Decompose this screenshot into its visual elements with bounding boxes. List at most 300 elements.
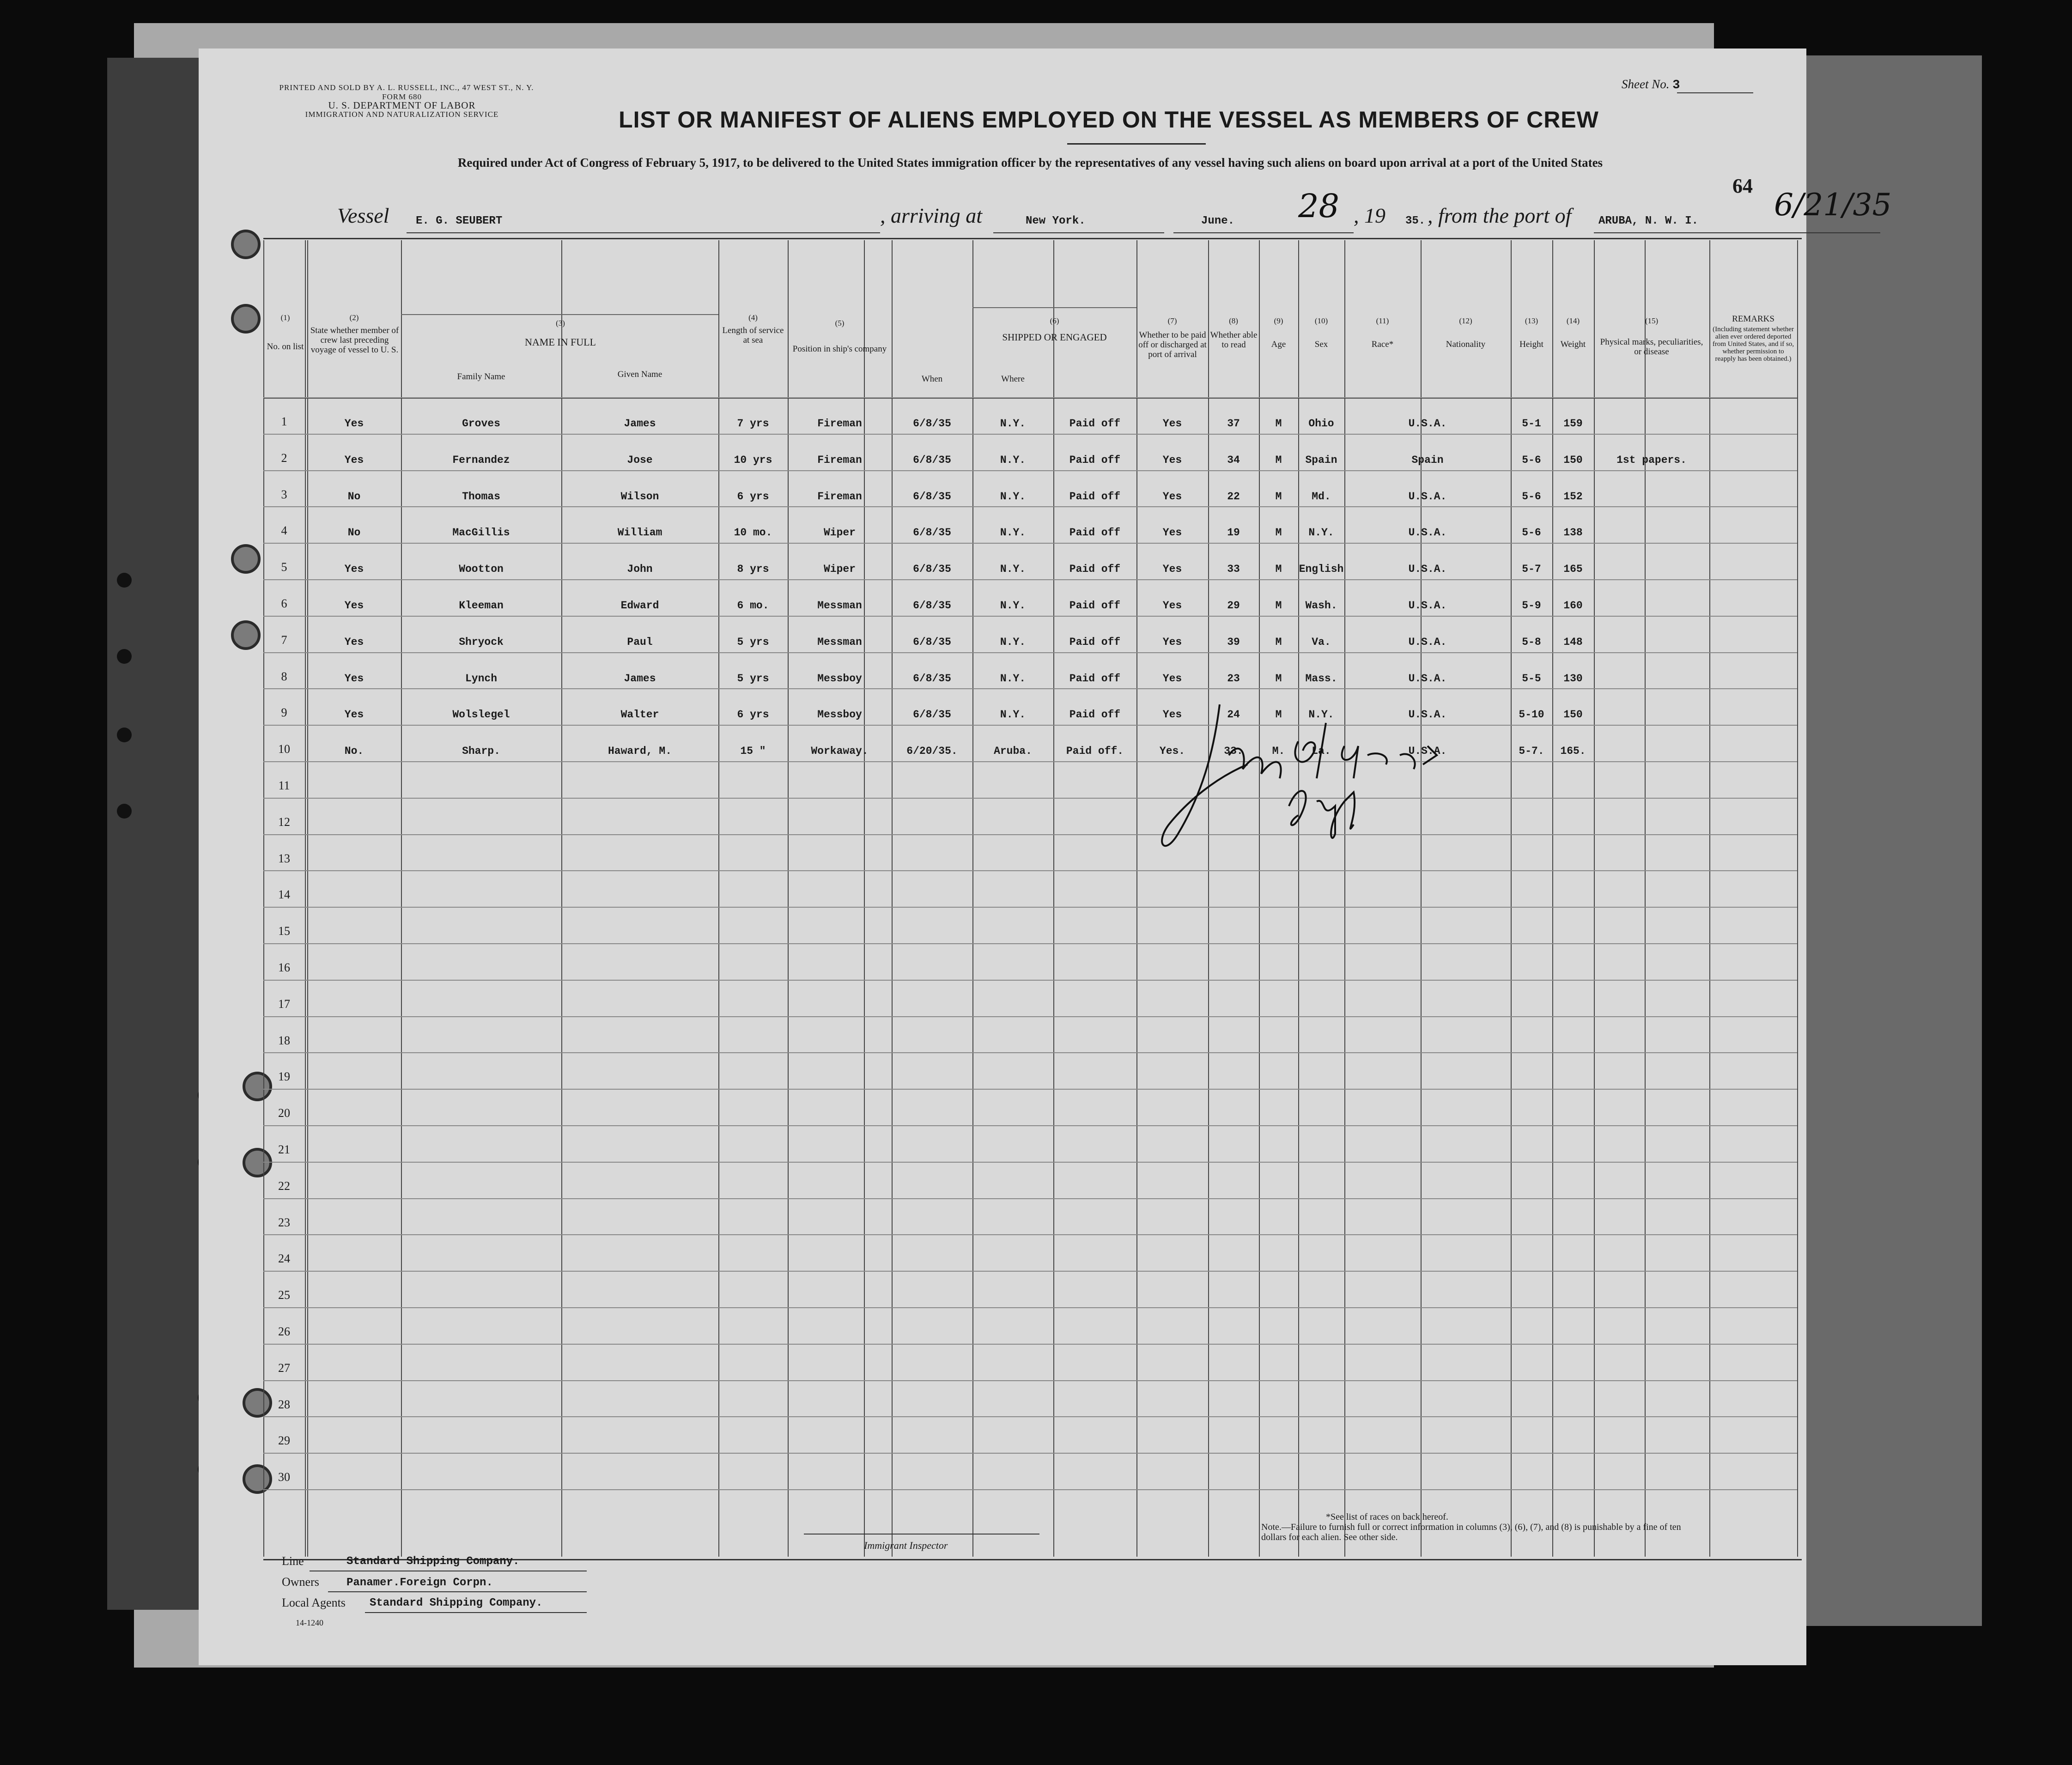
cell-read: Yes bbox=[1162, 636, 1182, 648]
row-rule bbox=[263, 980, 1797, 981]
cell-nat: U.S.A. bbox=[1408, 745, 1447, 758]
cell-height: 5-6 bbox=[1522, 527, 1541, 539]
col5-number: (5) bbox=[835, 319, 845, 328]
cell-age: 23 bbox=[1227, 672, 1240, 685]
col15-number: (15) bbox=[1645, 316, 1659, 325]
row-number: 17 bbox=[278, 997, 290, 1011]
cell-service: 15 " bbox=[740, 745, 766, 758]
cell-age: 22 bbox=[1227, 490, 1240, 503]
cell-weight: 130 bbox=[1563, 672, 1583, 685]
line-label: Line bbox=[282, 1554, 304, 1568]
sheet-number-label: Sheet No. 3 bbox=[1622, 77, 1680, 92]
cell-given: Edward bbox=[620, 600, 659, 612]
cell-where: N.Y. bbox=[1000, 490, 1026, 503]
page-number: 64 bbox=[1732, 175, 1753, 197]
cell-paid: Paid off bbox=[1069, 527, 1121, 539]
col-nationality-header: Nationality bbox=[1446, 340, 1486, 349]
col11-number: (11) bbox=[1376, 316, 1389, 325]
arriving-underline bbox=[993, 232, 1164, 233]
arrival-month: June. bbox=[1201, 215, 1235, 227]
cell-when: 6/8/35 bbox=[913, 418, 951, 430]
cell-position: Messman bbox=[817, 636, 862, 648]
row-number: 5 bbox=[281, 560, 287, 574]
vessel-name: E. G. SEUBERT bbox=[416, 215, 503, 227]
arriving-port: New York. bbox=[1026, 215, 1086, 227]
col-family-name-header: Family Name bbox=[457, 372, 505, 382]
cell-prev: No. bbox=[344, 745, 364, 758]
handwritten-date: 6/21/35 bbox=[1774, 187, 1892, 223]
col-race-header: Race* bbox=[1371, 340, 1394, 349]
cell-weight: 159 bbox=[1563, 418, 1583, 430]
cell-service: 5 yrs bbox=[737, 636, 769, 648]
row-rule bbox=[263, 1016, 1797, 1017]
row-rule bbox=[263, 725, 1797, 726]
cell-family: Groves bbox=[462, 418, 500, 430]
row-number: 14 bbox=[278, 888, 290, 902]
row-number: 28 bbox=[278, 1397, 290, 1411]
cell-race: Va. bbox=[1312, 636, 1331, 648]
penalty-note: Note.—Failure to furnish full or correct information in columns (3), (6), (7), and (8) is punishable by a fine of ten dollars for each alien. See other side. bbox=[1261, 1522, 1681, 1542]
row-number: 2 bbox=[281, 451, 287, 465]
year-label: , 19 bbox=[1354, 204, 1385, 227]
cell-sex: M bbox=[1275, 454, 1282, 466]
cell-family: Wootton bbox=[459, 563, 504, 576]
row-number: 10 bbox=[278, 742, 290, 756]
sheet-number: 3 bbox=[1672, 79, 1680, 92]
col-name-header: NAME IN FULL bbox=[525, 336, 596, 348]
cell-position: Fireman bbox=[817, 454, 862, 466]
department-name: U. S. DEPARTMENT OF LABOR bbox=[328, 100, 476, 111]
cell-sex: M bbox=[1275, 490, 1282, 503]
row-number: 13 bbox=[278, 851, 290, 865]
cell-read: Yes bbox=[1162, 527, 1182, 539]
binder-hole bbox=[231, 544, 261, 574]
row-rule bbox=[263, 1162, 1797, 1163]
cell-when: 6/8/35 bbox=[913, 454, 951, 466]
cell-where: N.Y. bbox=[1000, 563, 1026, 576]
cell-service: 10 mo. bbox=[734, 527, 772, 539]
owners-underline bbox=[328, 1591, 587, 1592]
row-number: 27 bbox=[278, 1361, 290, 1375]
cell-nat: Spain bbox=[1411, 454, 1444, 466]
cell-age: 33 bbox=[1227, 563, 1240, 576]
col4-number: (4) bbox=[748, 313, 758, 322]
col-weight-header: Weight bbox=[1560, 340, 1586, 349]
row-number: 11 bbox=[278, 779, 290, 792]
inspector-label: Immigrant Inspector bbox=[864, 1540, 948, 1551]
cell-nat: U.S.A. bbox=[1408, 636, 1447, 648]
row-rule bbox=[263, 652, 1797, 653]
cell-age: 19 bbox=[1227, 527, 1240, 539]
col-where-header: Where bbox=[1001, 374, 1025, 384]
cell-race: Md. bbox=[1312, 490, 1331, 503]
cell-age: 29 bbox=[1227, 600, 1240, 612]
row-rule bbox=[263, 1234, 1797, 1235]
col6-number: (6) bbox=[1050, 316, 1059, 325]
row-rule bbox=[263, 834, 1797, 835]
cell-weight: 150 bbox=[1563, 454, 1583, 466]
cell-race: Mass. bbox=[1305, 672, 1337, 685]
row-number: 25 bbox=[278, 1288, 290, 1302]
cell-paid: Paid off bbox=[1069, 600, 1121, 612]
cell-service: 8 yrs bbox=[737, 563, 769, 576]
cell-paid: Paid off bbox=[1069, 563, 1121, 576]
cell-where: N.Y. bbox=[1000, 527, 1026, 539]
cell-when: 6/8/35 bbox=[913, 600, 951, 612]
manifest-sheet bbox=[199, 49, 1892, 1665]
cell-paid: Paid off bbox=[1069, 490, 1121, 503]
line-value: Standard Shipping Company. bbox=[346, 1555, 520, 1568]
binder-hole bbox=[231, 230, 261, 259]
cell-position: Messboy bbox=[817, 709, 862, 721]
row-rule bbox=[263, 1453, 1797, 1454]
cell-height: 5-9 bbox=[1522, 600, 1541, 612]
row-number: 22 bbox=[278, 1179, 290, 1193]
col12-number: (12) bbox=[1459, 316, 1472, 325]
cell-family: Shryock bbox=[459, 636, 504, 648]
row-number: 12 bbox=[278, 815, 290, 829]
punch-hole bbox=[117, 649, 132, 664]
cell-position: Fireman bbox=[817, 418, 862, 430]
cell-age: 33. bbox=[1224, 745, 1243, 758]
cell-paid: Paid off. bbox=[1066, 745, 1124, 758]
cell-prev: Yes bbox=[344, 672, 364, 685]
col-height-header: Height bbox=[1519, 340, 1543, 349]
agents-underline bbox=[365, 1612, 587, 1613]
row-number: 19 bbox=[278, 1070, 290, 1084]
cell-paid: Paid off bbox=[1069, 709, 1121, 721]
cell-weight: 148 bbox=[1563, 636, 1583, 648]
page-title: LIST OR MANIFEST OF ALIENS EMPLOYED ON THE VESSEL AS MEMBERS OF CREW bbox=[619, 107, 1599, 133]
cell-where: N.Y. bbox=[1000, 672, 1026, 685]
cell-position: Messman bbox=[817, 600, 862, 612]
cell-prev: Yes bbox=[344, 454, 364, 466]
col1-number: (1) bbox=[280, 313, 290, 322]
col-previous-voyage-header: State whether member of crew last preceding voyage of vessel to U. S. bbox=[310, 326, 399, 355]
cell-nat: U.S.A. bbox=[1408, 418, 1447, 430]
owners-value: Panamer.Foreign Corpn. bbox=[346, 1577, 493, 1589]
row-rule bbox=[263, 761, 1797, 762]
cell-where: N.Y. bbox=[1000, 600, 1026, 612]
col2-number: (2) bbox=[349, 313, 359, 322]
row-number: 20 bbox=[278, 1106, 290, 1120]
cell-service: 5 yrs bbox=[737, 672, 769, 685]
row-number: 26 bbox=[278, 1325, 290, 1338]
form-number: FORM 680 bbox=[382, 92, 422, 101]
row-number: 24 bbox=[278, 1252, 290, 1266]
cell-height: 5-10 bbox=[1519, 709, 1544, 721]
cell-service: 6 yrs bbox=[737, 490, 769, 503]
cell-read: Yes bbox=[1162, 600, 1182, 612]
cell-sex: M bbox=[1275, 563, 1282, 576]
row-number: 8 bbox=[281, 669, 287, 683]
cell-marks: 1st papers. bbox=[1616, 454, 1687, 466]
cell-weight: 152 bbox=[1563, 490, 1583, 503]
cell-nat: U.S.A. bbox=[1408, 600, 1447, 612]
cell-weight: 165. bbox=[1560, 745, 1586, 758]
cell-age: 24 bbox=[1227, 709, 1240, 721]
cell-height: 5-7 bbox=[1522, 563, 1541, 576]
row-rule bbox=[263, 1089, 1797, 1090]
col-no-header: No. on list bbox=[267, 342, 304, 352]
cell-height: 5-8 bbox=[1522, 636, 1541, 648]
row-rule bbox=[263, 397, 1797, 398]
sheet-underline bbox=[1677, 92, 1753, 93]
col-sex-header: Sex bbox=[1314, 340, 1328, 349]
row-rule bbox=[263, 1271, 1797, 1272]
cell-when: 6/8/35 bbox=[913, 672, 951, 685]
binder-hole bbox=[231, 620, 261, 650]
col-age-header: Age bbox=[1271, 340, 1286, 349]
cell-weight: 160 bbox=[1563, 600, 1583, 612]
cell-height: 5-5 bbox=[1522, 672, 1541, 685]
row-rule bbox=[263, 1307, 1797, 1308]
col-remarks-subheader: (Including statement whether alien ever ordered deported from United States, and if so, whether permission to reapply has been obtained.) bbox=[1712, 326, 1794, 363]
cell-when: 6/8/35 bbox=[913, 490, 951, 503]
cell-prev: Yes bbox=[344, 600, 364, 612]
punch-hole bbox=[117, 573, 132, 588]
cell-race: English bbox=[1299, 563, 1344, 576]
col14-number: (14) bbox=[1566, 316, 1580, 325]
cell-family: Fernandez bbox=[452, 454, 510, 466]
owners-label: Owners bbox=[282, 1575, 319, 1589]
row-number: 23 bbox=[278, 1215, 290, 1229]
arrival-year: 35. bbox=[1405, 215, 1426, 227]
col-read-header: Whether able to read bbox=[1210, 330, 1258, 350]
col9-number: (9) bbox=[1274, 316, 1283, 325]
cell-service: 6 mo. bbox=[737, 600, 769, 612]
row-rule bbox=[263, 1489, 1797, 1490]
col7-number: (7) bbox=[1167, 316, 1177, 325]
cell-family: Kleeman bbox=[459, 600, 504, 612]
cell-race: N.Y. bbox=[1308, 527, 1334, 539]
cell-where: N.Y. bbox=[1000, 636, 1026, 648]
vessel-underline bbox=[407, 232, 880, 233]
col-paid-off-header: Whether to be paid off or discharged at port of arrival bbox=[1138, 330, 1207, 359]
cell-given: James bbox=[624, 418, 656, 430]
cell-race: La. bbox=[1312, 745, 1331, 758]
header-rule bbox=[263, 238, 1802, 239]
cell-sex: M bbox=[1275, 636, 1282, 648]
col-given-name-header: Given Name bbox=[617, 370, 662, 379]
row-number: 16 bbox=[278, 961, 290, 974]
cell-when: 6/8/35 bbox=[913, 636, 951, 648]
row-number: 30 bbox=[278, 1470, 290, 1484]
cell-family: Wolslegel bbox=[452, 709, 510, 721]
row-number: 3 bbox=[281, 487, 287, 501]
cell-read: Yes bbox=[1162, 490, 1182, 503]
row-number: 1 bbox=[281, 415, 287, 428]
cell-sex: M bbox=[1275, 418, 1282, 430]
cell-given: Wilson bbox=[620, 490, 659, 503]
cell-age: 34 bbox=[1227, 454, 1240, 466]
signature bbox=[1150, 686, 1474, 880]
cell-when: 6/20/35. bbox=[906, 745, 958, 758]
row-rule bbox=[263, 470, 1797, 471]
cell-paid: Paid off bbox=[1069, 454, 1121, 466]
cell-weight: 165 bbox=[1563, 563, 1583, 576]
cell-prev: Yes bbox=[344, 709, 364, 721]
row-number: 15 bbox=[278, 924, 290, 938]
cell-given: James bbox=[624, 672, 656, 685]
col-physical-marks-header: Physical marks, peculiarities, or disease bbox=[1600, 337, 1703, 357]
cell-nat: U.S.A. bbox=[1408, 563, 1447, 576]
row-rule bbox=[263, 1416, 1797, 1417]
cell-weight: 138 bbox=[1563, 527, 1583, 539]
cell-race: Spain bbox=[1305, 454, 1337, 466]
service-name: IMMIGRATION AND NATURALIZATION SERVICE bbox=[305, 110, 499, 119]
cell-nat: U.S.A. bbox=[1408, 527, 1447, 539]
vessel-label: Vessel bbox=[337, 204, 389, 227]
cell-sex: M. bbox=[1272, 745, 1285, 758]
cell-given: William bbox=[617, 527, 662, 539]
cell-prev: Yes bbox=[344, 418, 364, 430]
cell-prev: No bbox=[347, 527, 361, 539]
cell-weight: 150 bbox=[1563, 709, 1583, 721]
col-remarks-header: REMARKS bbox=[1732, 314, 1774, 324]
row-rule bbox=[263, 688, 1797, 689]
row-number: 7 bbox=[281, 633, 287, 647]
cell-age: 39 bbox=[1227, 636, 1240, 648]
cell-paid: Paid off bbox=[1069, 636, 1121, 648]
cell-service: 7 yrs bbox=[737, 418, 769, 430]
arrival-day: 28 bbox=[1298, 187, 1340, 225]
cell-given: Jose bbox=[627, 454, 653, 466]
cell-position: Fireman bbox=[817, 490, 862, 503]
cell-read: Yes bbox=[1162, 709, 1182, 721]
cell-given: Paul bbox=[627, 636, 653, 648]
cell-family: MacGillis bbox=[452, 527, 510, 539]
cell-height: 5-6 bbox=[1522, 490, 1541, 503]
row-rule bbox=[263, 1052, 1797, 1053]
cell-height: 5-1 bbox=[1522, 418, 1541, 430]
page-edge-shadow bbox=[1783, 55, 1982, 1626]
punch-hole bbox=[117, 728, 132, 742]
row-number: 9 bbox=[281, 706, 287, 720]
row-number: 29 bbox=[278, 1434, 290, 1448]
cell-race: N.Y. bbox=[1308, 709, 1334, 721]
cell-where: N.Y. bbox=[1000, 418, 1026, 430]
cell-read: Yes. bbox=[1159, 745, 1185, 758]
row-rule bbox=[263, 870, 1797, 871]
arriving-label: , arriving at bbox=[880, 204, 983, 227]
cell-nat: U.S.A. bbox=[1408, 672, 1447, 685]
cell-prev: Yes bbox=[344, 563, 364, 576]
col8-number: (8) bbox=[1229, 316, 1238, 325]
cell-read: Yes bbox=[1162, 418, 1182, 430]
local-agents-label: Local Agents bbox=[282, 1596, 346, 1609]
cell-sex: M bbox=[1275, 527, 1282, 539]
cell-prev: No bbox=[347, 490, 361, 503]
inspector-underline bbox=[804, 1534, 1039, 1535]
col10-number: (10) bbox=[1314, 316, 1328, 325]
cell-where: N.Y. bbox=[1000, 709, 1026, 721]
row-rule bbox=[263, 616, 1797, 617]
from-port: ARUBA, N. W. I. bbox=[1598, 215, 1699, 227]
cell-race: Wash. bbox=[1305, 600, 1337, 612]
from-port-underline bbox=[1594, 232, 1880, 233]
binder-hole bbox=[231, 304, 261, 334]
cell-read: Yes bbox=[1162, 563, 1182, 576]
cell-family: Sharp. bbox=[462, 745, 500, 758]
row-number: 18 bbox=[278, 1033, 290, 1047]
cell-sex: M bbox=[1275, 600, 1282, 612]
row-rule bbox=[263, 543, 1797, 544]
row-rule bbox=[263, 1380, 1797, 1381]
cell-paid: Paid off bbox=[1069, 418, 1121, 430]
cell-read: Yes bbox=[1162, 454, 1182, 466]
cell-height: 5-6 bbox=[1522, 454, 1541, 466]
cell-nat: U.S.A. bbox=[1408, 709, 1447, 721]
cell-family: Thomas bbox=[462, 490, 500, 503]
col-when-header: When bbox=[921, 374, 943, 384]
cell-given: Haward, M. bbox=[608, 745, 672, 758]
row-rule bbox=[263, 1344, 1797, 1345]
row-rule bbox=[263, 506, 1797, 507]
cell-sex: M bbox=[1275, 709, 1282, 721]
local-agents-value: Standard Shipping Company. bbox=[370, 1597, 543, 1609]
col-service-header: Length of service at sea bbox=[722, 326, 784, 345]
cell-position: Wiper bbox=[823, 527, 856, 539]
cell-height: 5-7. bbox=[1519, 745, 1544, 758]
cell-race: Ohio bbox=[1308, 418, 1334, 430]
row-rule bbox=[263, 943, 1797, 944]
row-rule bbox=[263, 798, 1797, 799]
cell-when: 6/8/35 bbox=[913, 709, 951, 721]
cell-service: 10 yrs bbox=[734, 454, 772, 466]
cell-nat: U.S.A. bbox=[1408, 490, 1447, 503]
cell-position: Workaway. bbox=[811, 745, 869, 758]
row-number: 4 bbox=[281, 524, 287, 538]
title-rule bbox=[1067, 143, 1206, 145]
form-code: 14-1240 bbox=[296, 1618, 323, 1627]
row-rule bbox=[263, 579, 1797, 580]
races-note: *See list of races on back hereof. bbox=[1326, 1512, 1448, 1522]
cell-when: 6/8/35 bbox=[913, 527, 951, 539]
printer-imprint: PRINTED AND SOLD BY A. L. RUSSELL, INC., 47 WEST ST., N. Y. bbox=[279, 83, 534, 92]
col3-number: (3) bbox=[556, 319, 565, 328]
cell-given: John bbox=[627, 563, 653, 576]
cell-when: 6/8/35 bbox=[913, 563, 951, 576]
cell-service: 6 yrs bbox=[737, 709, 769, 721]
cell-position: Wiper bbox=[823, 563, 856, 576]
row-number: 21 bbox=[278, 1143, 290, 1156]
col13-number: (13) bbox=[1525, 316, 1538, 325]
cell-where: N.Y. bbox=[1000, 454, 1026, 466]
cell-position: Messboy bbox=[817, 672, 862, 685]
date-underline bbox=[1173, 232, 1354, 233]
row-rule bbox=[263, 1125, 1797, 1126]
cell-sex: M bbox=[1275, 672, 1282, 685]
row-rule bbox=[263, 434, 1797, 435]
row-number: 6 bbox=[281, 597, 287, 610]
row-rule bbox=[263, 1198, 1797, 1199]
page-subtitle: Required under Act of Congress of February 5, 1917, to be delivered to the United States immigration officer by the representatives of any vessel having such aliens on board upon arrival at a port of the United States bbox=[457, 156, 1603, 170]
col-position-header: Position in ship's company bbox=[792, 344, 887, 354]
col-shipped-header: SHIPPED OR ENGAGED bbox=[1002, 332, 1107, 343]
cell-read: Yes bbox=[1162, 672, 1182, 685]
cell-where: Aruba. bbox=[994, 745, 1032, 758]
cell-given: Walter bbox=[620, 709, 659, 721]
row-rule bbox=[263, 907, 1797, 908]
cell-paid: Paid off bbox=[1069, 672, 1121, 685]
cell-age: 37 bbox=[1227, 418, 1240, 430]
punch-hole bbox=[117, 804, 132, 819]
manifest-table bbox=[263, 240, 1797, 1557]
from-port-label: , from the port of bbox=[1428, 204, 1572, 227]
cell-family: Lynch bbox=[465, 672, 497, 685]
cell-prev: Yes bbox=[344, 636, 364, 648]
